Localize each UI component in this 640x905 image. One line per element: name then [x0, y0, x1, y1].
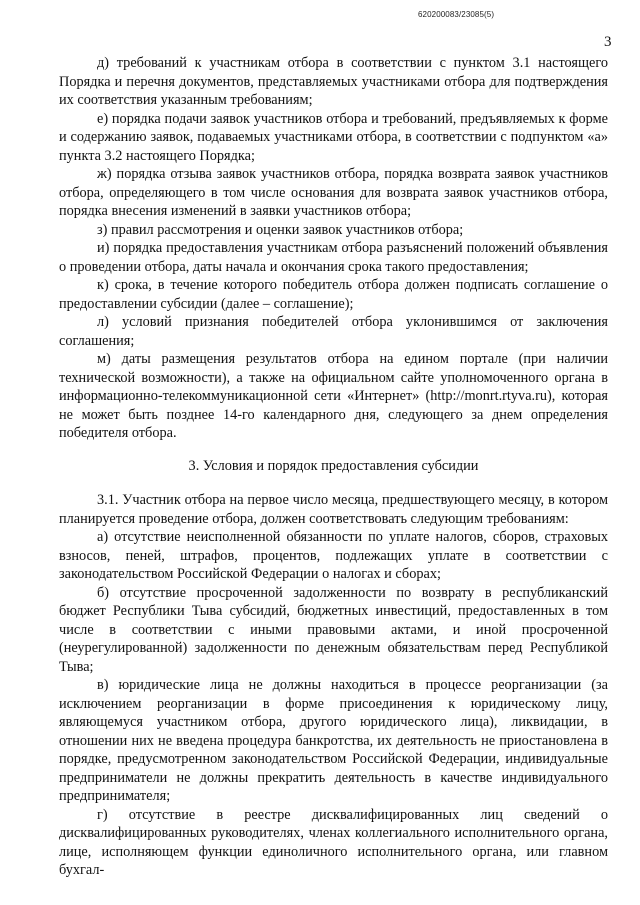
paragraph-z: з) правил рассмотрения и оценки заявок участников отбора; [97, 221, 464, 238]
section-heading: 3. Условия и порядок предоставления субсидии [188, 457, 479, 474]
document-body [59, 54, 608, 880]
paragraph-a: а) отсутствие неисполненной обязанности по уплате налогов, сборов, страховых взносов, пеней, штрафов, процентов, подлежащих уплате в соответствии с законодательством Российской Федерации о налогах и сборах; [59, 529, 608, 582]
paragraph-3-1: 3.1. Участник отбора на первое число месяца, предшествующего месяцу, в котором планируется проведение отбора, должен соответствовать следующим требованиям: [59, 492, 608, 527]
paragraph-zh: ж) порядка отзыва заявок участников отбора, порядка возврата заявок участников отбора, определяющего в том числе основания для возврата заявок участников отбора, порядка внесения изменений в заявки участников отбора; [59, 166, 608, 219]
paragraph-e: е) порядка подачи заявок участников отбора и требований, предъявляемых к форме и содержанию заявок, подаваемых участниками отбора, в соответствии с подпунктом «а» пункта 3.2 настоящего Порядка; [59, 110, 608, 164]
paragraph-k: к) срока, в течение которого победитель отбора должен подписать соглашение о предоставлении субсидии (далее – соглашение); [59, 277, 608, 312]
paragraph-d: д) требований к участникам отбора в соответствии с пунктом 3.1 настоящего Порядка и перечня документов, представляемых участниками отбора для подтверждения их соответствия указанным требованиям; [59, 55, 608, 108]
paragraph-m: м) даты размещения результатов отбора на едином портале (при наличии технической возможности), а также на официальном сайте уполномоченного органа в информационно-телекоммуникационной сети «Интернет» (http://monrt.rtyva.ru), которая не может быть позднее 14-го календарного дня, следующего за днем определения победителя отбора. [59, 351, 608, 441]
page-number: 3 [604, 34, 612, 50]
paragraph-v: в) юридические лица не должны находиться в процессе реорганизации (за исключением реорганизации в форме присоединения к юридическому лицу, являющемуся участником отбора, другого юридического лица), ликвидации, в отношении них не введена процедура банкротства, их деятельность не приостановлена в порядке, предусмотренном законодательством Российской Федерации, индивидуальные предприниматели не должны прекратить деятельность в качестве индивидуального предпринимателя; [59, 677, 608, 804]
paragraph-b: б) отсутствие просроченной задолженности по возврату в республиканский бюджет Республики Тыва субсидий, бюджетных инвестиций, предоставленных в том числе в соответствии с иными правовыми актами, и иной просроченной (неурегулированной) задолженности по денежным обязательствам перед Республикой Тыва; [59, 584, 608, 675]
paragraph-g: г) отсутствие в реестре дисквалифицированных лиц сведений о дисквалифицированных руководителях, членах коллегиального исполнительного органа, лице, исполняющем функции единоличного исполнительного органа, или главном бухгал- [59, 806, 608, 878]
document-id: 620200083/23085(5) [418, 10, 495, 19]
paragraph-i: и) порядка предоставления участникам отбора разъяснений положений объявления о проведении отбора, даты начала и окончания срока такого предоставления; [59, 240, 608, 275]
paragraph-l: л) условий признания победителей отбора уклонившимся от заключения соглашения; [59, 314, 608, 349]
